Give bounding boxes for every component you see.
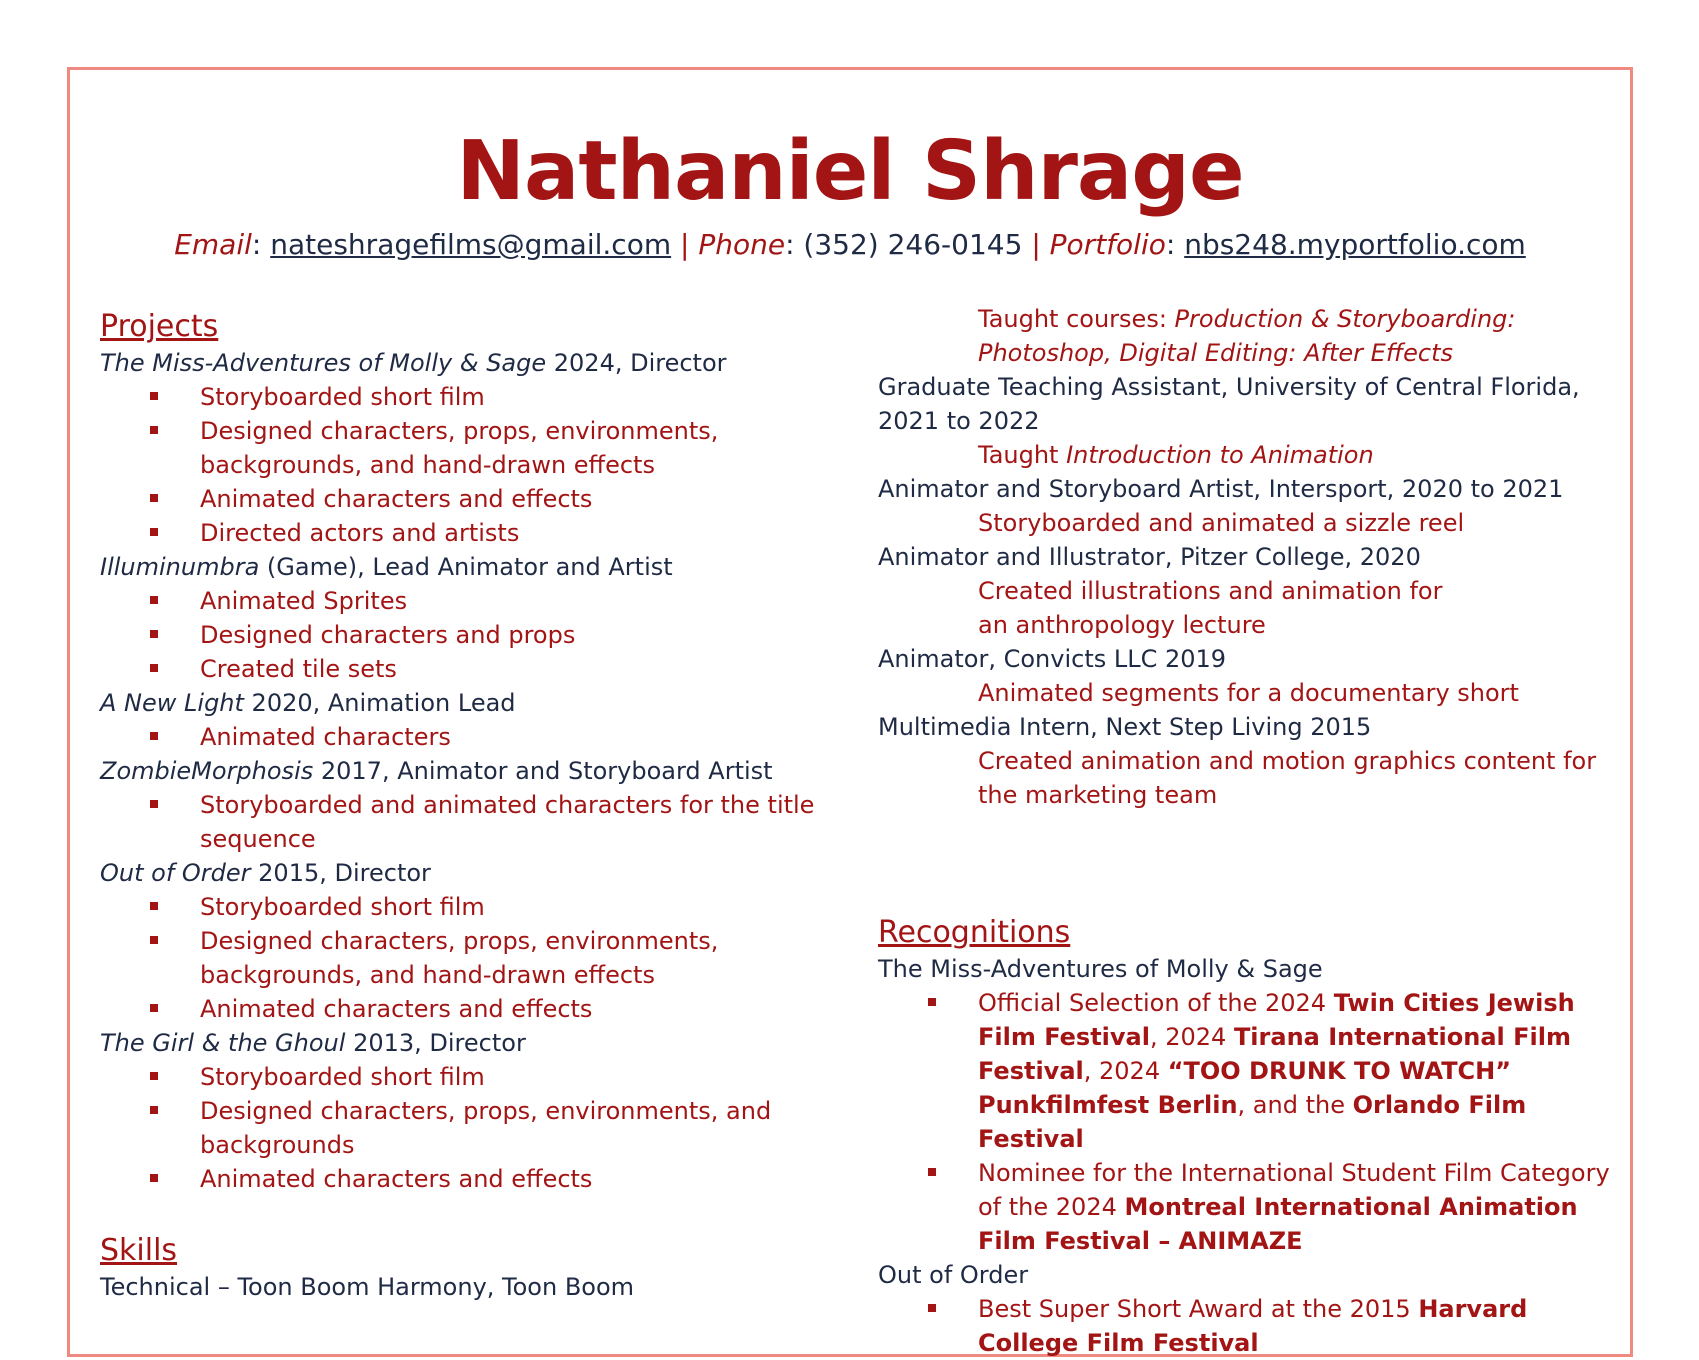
list-item: Designed characters, props, environments, backgrounds, and hand-drawn effects bbox=[200, 924, 820, 992]
project-entry: The Girl & the Ghoul 2013, Director bbox=[100, 1029, 526, 1057]
list-item: Storyboarded short film bbox=[200, 1060, 820, 1094]
project-entry: ZombieMorphosis 2017, Animator and Storyboard Artist bbox=[100, 757, 773, 785]
experience-detail: Storyboarded and animated a sizzle reel bbox=[978, 509, 1465, 537]
experience-detail: Created illustrations and animation for an anthropology lecture bbox=[978, 577, 1443, 639]
project-entry: Illuminumbra (Game), Lead Animator and Artist bbox=[100, 553, 673, 581]
portfolio-link[interactable]: nbs248.myportfolio.com bbox=[1184, 228, 1526, 261]
list-item: Storyboarded short film bbox=[200, 380, 820, 414]
phone-label: Phone bbox=[698, 228, 786, 261]
list-item: Storyboarded short film bbox=[200, 890, 820, 924]
list-item: Storyboarded and animated characters for the title sequence bbox=[200, 788, 820, 856]
email-label: Email bbox=[174, 228, 252, 261]
project-entry: A New Light 2020, Animation Lead bbox=[100, 689, 516, 717]
separator: | bbox=[1031, 228, 1041, 261]
experience-entry: Animator and Illustrator, Pitzer College, 2020 bbox=[878, 543, 1421, 571]
project-bullets bbox=[100, 720, 820, 754]
skills-line: Technical – Toon Boom Harmony, Toon Boom bbox=[100, 1273, 635, 1301]
projects-heading: Projects bbox=[100, 309, 219, 344]
recognition-bullets bbox=[878, 1292, 1618, 1360]
phone-number: (352) 246-0145 bbox=[803, 228, 1023, 261]
recognition-bullets bbox=[878, 986, 1618, 1258]
list-item: Animated characters and effects bbox=[200, 482, 820, 516]
list-item: Animated characters bbox=[200, 720, 820, 754]
project-bullets bbox=[100, 890, 820, 1026]
project-entry: Out of Order 2015, Director bbox=[100, 859, 431, 887]
list-item: Official Selection of the 2024 Twin Cities Jewish Film Festival, 2024 Tirana International Film Festival, 2024 “TOO DRUNK TO WATCH” Punkfilmfest Berlin, and the Orlando Film Festival bbox=[978, 986, 1618, 1156]
separator: | bbox=[680, 228, 690, 261]
right-column bbox=[878, 305, 1618, 1360]
left-column bbox=[100, 308, 820, 1304]
list-item: Directed actors and artists bbox=[200, 516, 820, 550]
list-item: Animated characters and effects bbox=[200, 992, 820, 1026]
experience-detail: Taught Introduction to Animation bbox=[978, 441, 1374, 469]
experience-entry: Graduate Teaching Assistant, University of Central Florida, 2021 to 2022 bbox=[878, 373, 1580, 435]
recognition-title: The Miss-Adventures of Molly & Sage bbox=[878, 955, 1323, 983]
list-item: Animated Sprites bbox=[200, 584, 820, 618]
project-bullets bbox=[100, 788, 820, 856]
resume-page bbox=[67, 67, 1633, 1357]
list-item: Designed characters and props bbox=[200, 618, 820, 652]
experience-entry: Multimedia Intern, Next Step Living 2015 bbox=[878, 713, 1372, 741]
portfolio-label: Portfolio bbox=[1049, 228, 1166, 261]
contact-line: Email: nateshragefilms@gmail.com | Phone: (352) 246-0145 | Portfolio: nbs248.myportfolio.com bbox=[174, 228, 1526, 261]
experience-detail: Animated segments for a documentary short bbox=[978, 679, 1519, 707]
recognitions-heading: Recognitions bbox=[878, 915, 1071, 950]
project-bullets bbox=[100, 1060, 820, 1196]
project-bullets bbox=[100, 380, 820, 550]
project-bullets bbox=[100, 584, 820, 686]
list-item: Created tile sets bbox=[200, 652, 820, 686]
list-item: Nominee for the International Student Film Category of the 2024 Montreal International Animation Film Festival – ANIMAZE bbox=[978, 1156, 1618, 1258]
experience-detail: Created animation and motion graphics content for the marketing team bbox=[978, 747, 1597, 809]
list-item: Designed characters, props, environments, and backgrounds bbox=[200, 1094, 820, 1162]
list-item: Best Super Short Award at the 2015 Harvard College Film Festival bbox=[978, 1292, 1618, 1360]
skills-heading: Skills bbox=[100, 1233, 178, 1268]
experience-entry: Animator and Storyboard Artist, Intersport, 2020 to 2021 bbox=[878, 475, 1564, 503]
project-entry: The Miss-Adventures of Molly & Sage 2024, Director bbox=[100, 349, 727, 377]
experience-detail: Taught courses: Production & Storyboarding: Photoshop, Digital Editing: After Effects bbox=[978, 305, 1516, 367]
list-item: Animated characters and effects bbox=[200, 1162, 820, 1196]
experience-entry: Animator, Convicts LLC 2019 bbox=[878, 645, 1227, 673]
list-item: Designed characters, props, environments, backgrounds, and hand-drawn effects bbox=[200, 414, 820, 482]
page-title: Nathaniel Shrage bbox=[456, 124, 1244, 219]
email-link[interactable]: nateshragefilms@gmail.com bbox=[270, 228, 672, 261]
recognition-title: Out of Order bbox=[878, 1261, 1029, 1289]
